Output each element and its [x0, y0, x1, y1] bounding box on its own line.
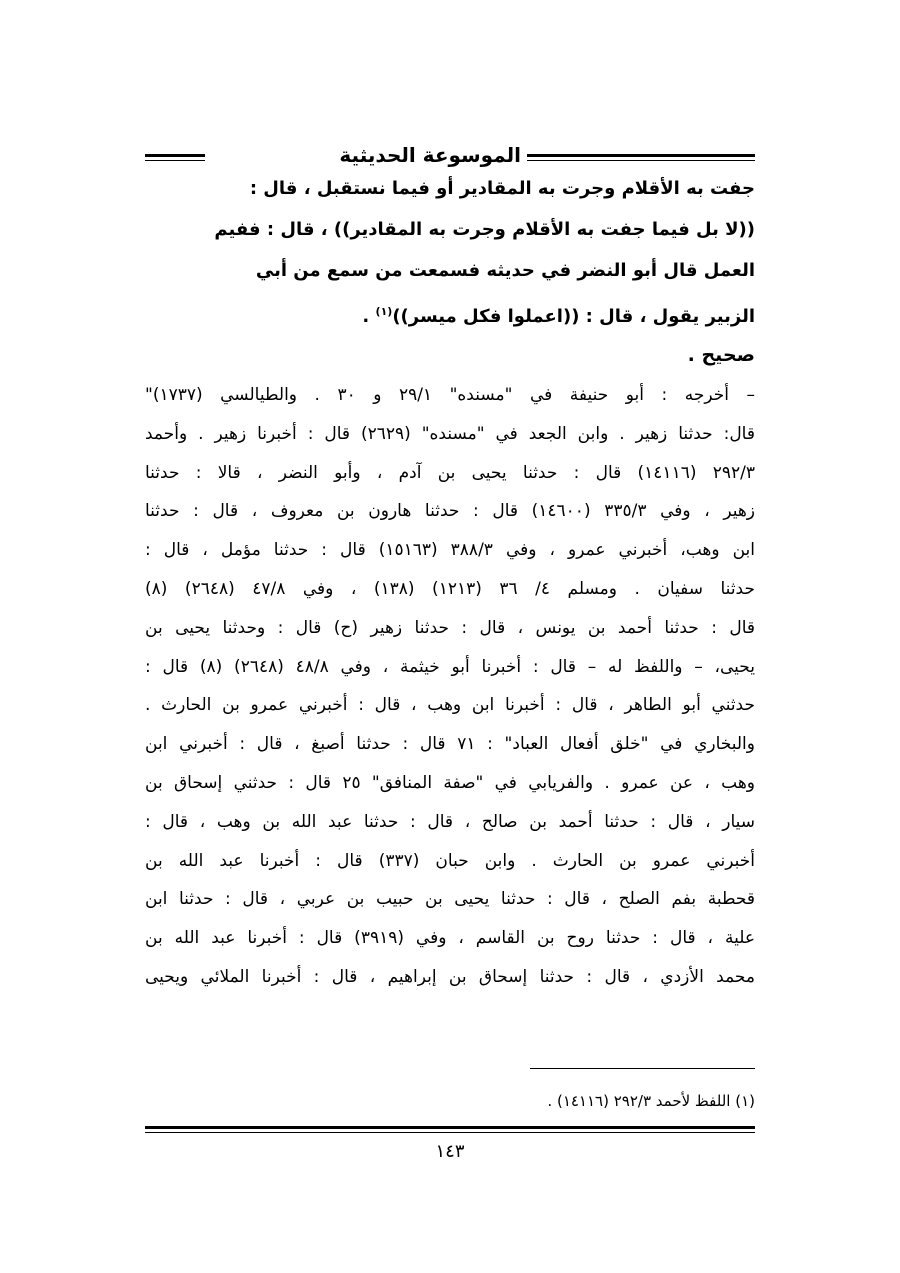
- hadith-line-text: الزبير يقول ، قال : ((اعملوا فكل ميسر)): [392, 306, 755, 327]
- takhrij-line: ٢٩٢/٣ (١٤١١٦) قال : حدثنا يحيى بن آدم ، وأبو النضر ، قالا : حدثنا: [145, 462, 755, 483]
- hadith-text: [145, 168, 755, 337]
- takhrij-line: يحيى، – واللفظ له – قال : أخبرنا أبو خيثمة ، وفي ٤٨/٨ (٢٦٤٨) (٨) قال :: [145, 656, 756, 677]
- takhrij-line: علية ، قال : حدثنا روح بن القاسم ، وفي (٣٩١٩) قال : أخبرنا عبد الله بن: [145, 928, 755, 949]
- takhrij-line: أخبرني عمرو بن الحارث . وابن حبان (٣٣٧) قال : أخبرنا عبد الله بن: [145, 850, 756, 871]
- takhrij-line: قال: حدثنا زهير . وابن الجعد في "مسنده" (٢٦٢٩) قال : أخبرنا زهير . وأحمد: [145, 423, 755, 444]
- takhrij-line: قال : حدثنا أحمد بن يونس ، قال : حدثنا زهير (ح) قال : وحدثنا يحيى بن: [145, 617, 755, 638]
- page-number: ١٤٣: [435, 1141, 465, 1162]
- footer-rule-thin: [145, 1132, 755, 1133]
- takhrij-text: [145, 376, 755, 997]
- footnote-marker: (١): [375, 305, 393, 318]
- takhrij-line: وهب ، عن عمرو . والفريابي في "صفة المنافق" ٢٥ قال : حدثني إسحاق بن: [145, 772, 755, 793]
- running-header: [145, 140, 755, 170]
- header-rule-left-thin: [145, 160, 205, 161]
- hadith-verdict: صحيح .: [687, 344, 755, 366]
- takhrij-line: ابن وهب، أخبرني عمرو ، وفي ٣٨٨/٣ (١٥١٦٣) قال : حدثنا مؤمل ، قال :: [145, 540, 755, 561]
- footnote: (١) اللفظ لأحمد ٢٩٢/٣ (١٤١١٦) .: [547, 1092, 755, 1110]
- takhrij-line: زهير ، وفي ٣٣٥/٣ (١٤٦٠٠) قال : حدثنا هارون بن معروف ، قال : حدثنا: [145, 501, 756, 522]
- takhrij-line: قحطبة بفم الصلح ، قال : حدثنا يحيى بن حبيب بن عربي ، قال : حدثنا ابن: [145, 889, 755, 910]
- document-page: [145, 0, 755, 1273]
- hadith-line: جفت به الأقلام وجرت به المقادير أو فيما نستقبل ، قال :: [249, 178, 755, 199]
- footnote-separator: [530, 1068, 755, 1069]
- takhrij-line: – أخرجه : أبو حنيفة في "مسنده" ٢٩/١ و ٣٠ . والطيالسي (١٧٣٧)": [145, 385, 755, 405]
- footer-rule-thick: [145, 1126, 755, 1129]
- takhrij-line: حدثنا سفيان . ومسلم ٤/ ٣٦ (١٢١٣) (١٣٨) ، وفي ٤٧/٨ (٢٦٤٨) (٨): [145, 578, 755, 599]
- takhrij-line: محمد الأزدي ، قال : حدثنا إسحاق بن إبراهيم ، قال : أخبرنا الملائي ويحيى: [145, 966, 755, 987]
- takhrij-line: حدثني أبو الطاهر ، قال : أخبرنا ابن وهب ، قال : أخبرني عمرو بن الحارث .: [145, 695, 755, 716]
- hadith-line: العمل قال أبو النضر في حديثه فسمعت من سمع من أبي: [255, 260, 755, 281]
- hadith-line: ((لا بل فيما جفت به الأقلام وجرت به المقادير)) ، قال : ففيم: [214, 219, 755, 240]
- header-title: الموسوعة الحديثية: [339, 143, 521, 167]
- takhrij-line: سيار ، قال : حدثنا أحمد بن صالح ، قال : حدثنا عبد الله بن وهب ، قال :: [145, 811, 755, 832]
- hadith-line: [145, 291, 755, 337]
- header-rule-right-thick: [527, 154, 755, 157]
- header-rule-right-thin: [527, 160, 755, 161]
- hadith-line-end: .: [362, 306, 376, 327]
- header-rule-left-thick: [145, 154, 205, 157]
- takhrij-line: والبخاري في "خلق أفعال العباد" : ٧١ قال : حدثنا أصبغ ، قال : أخبرني ابن: [145, 734, 755, 755]
